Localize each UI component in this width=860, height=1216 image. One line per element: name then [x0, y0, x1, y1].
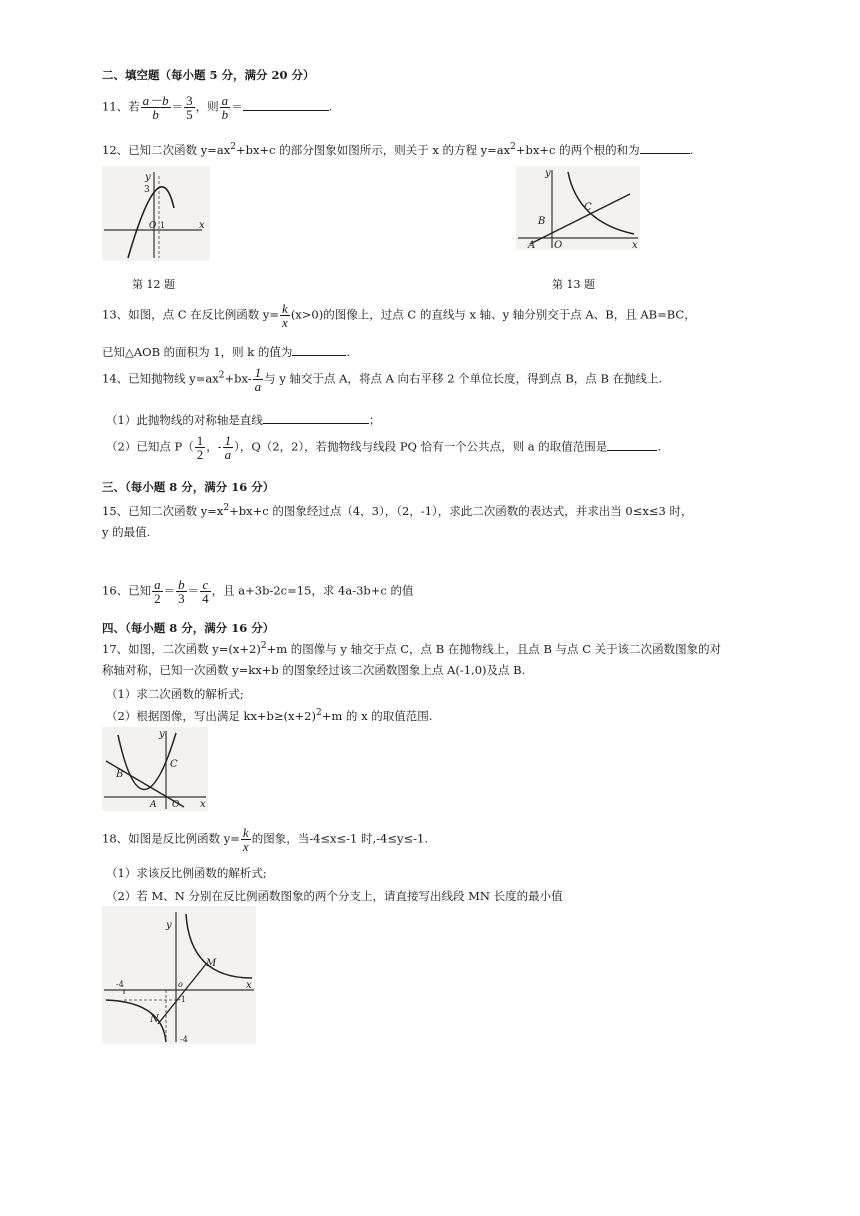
parabola-line-graph [102, 727, 208, 811]
label-3: 3 [144, 185, 150, 195]
fraction: $\frac{k}{x}$ [282, 301, 288, 330]
question-14-part1: （1）此抛物线的对称轴是直线 ； [106, 413, 381, 427]
inverse-function-graph [516, 166, 640, 250]
figure-13 [516, 166, 640, 250]
question-17-part1: （1）求二次函数的解析式; [106, 687, 244, 701]
section-heading-3: 三、（每小题 8 分，满分 16 分） [102, 480, 275, 494]
answer-blank[interactable] [640, 141, 690, 154]
parabola-graph [102, 166, 210, 261]
label-x: x [632, 240, 638, 250]
fraction: $\frac{1}{a}$ [224, 433, 232, 462]
question-11: 11、若 $\frac{a-b}{b}$ ＝ $\frac{3}{5}$ ，则 $\frac{a}{b}$ ＝ . [102, 93, 333, 122]
figure-18 [102, 906, 256, 1044]
answer-blank[interactable] [243, 98, 329, 111]
fraction: $\frac{1}{2}$ [196, 433, 204, 462]
question-18-part2: （2）若 M、N 分别在反比例函数图象的两个分支上，请直接写出线段 MN 长度的最小值 [106, 889, 563, 903]
hyperbola-branch-right [186, 914, 252, 978]
section-heading-2: 二、填空题（每小题 5 分，满分 20 分） [102, 68, 315, 82]
figure-12 [102, 166, 210, 261]
question-13: 13、如图，点 C 在反比例函数 y= $\frac{k}{x}$ (x>0)的图像上，过点 C 的直线与 x 轴、y 轴分别交于点 A、B，且 AB=BC， [102, 301, 696, 330]
label-neg4-y: -4 [180, 1035, 188, 1044]
question-17-line2: 称轴对称，已知一次函数 y=kx+b 的图象经过该二次函数图象上点 A(-1,0)及点 B. [102, 663, 526, 677]
label-c: C [170, 759, 178, 770]
fraction: $\frac{a}{b}$ [221, 93, 229, 122]
question-18-part1: （1）求该反比例函数的解析式; [106, 866, 267, 880]
label-neg4-x: -4 [116, 980, 124, 989]
question-13-line2: 已知△AOB 的面积为 1，则 k 的值为 . [102, 345, 351, 359]
question-17-part2: （2）根据图像，写出满足 $kx+b\ge(x+2)^2+m$ 的 x 的取值范围. [106, 708, 433, 723]
label-x: x [199, 220, 205, 231]
question-15-line2: y 的最值. [102, 525, 151, 539]
label-1: 1 [160, 221, 166, 230]
label-y: y [159, 729, 165, 740]
fraction: $\frac{3}{5}$ [186, 93, 193, 122]
label-c: C [584, 202, 592, 213]
label-n: N [150, 1014, 159, 1025]
label-b: B [538, 216, 546, 227]
label-origin: O [172, 800, 180, 810]
question-14: 14、已知抛物线 $y=ax^2+bx-$ $\frac{1}{a}$ 与 y 轴交于点 A，将点 A 向右平移 2 个单位长度，得到点 B，点 B 在抛线上. [102, 365, 663, 394]
fraction: $\frac{a}{2}$ [154, 577, 161, 606]
answer-blank[interactable] [292, 343, 346, 356]
fraction: $\frac{a-b}{b}$ [142, 93, 169, 122]
answer-blank[interactable] [607, 438, 657, 451]
label-b: B [116, 769, 124, 780]
label-y: y [145, 172, 151, 183]
question-12: 12、已知二次函数 $y=ax^2+bx+c$ 的部分图象如图所示，则关于 x 的方程 $y=ax^2+bx+c$ 的两个根的和为 . [102, 142, 694, 157]
figure-17 [102, 727, 208, 811]
label-x: x [200, 799, 206, 810]
question-14-part2: （2）已知点 P（ $\frac{1}{2}$ ，- $\frac{1}{a}$ ），Q（2，2），若抛物线与线段 PQ 恰有一个公共点，则 a 的取值范围是 . [106, 433, 661, 462]
caption-fig12: 第 12 题 [132, 278, 175, 291]
fraction: $\frac{c}{4}$ [202, 577, 209, 606]
label-origin: o [178, 980, 183, 989]
question-18: 18、如图是反比例函数 y= $\frac{k}{x}$ 的图象，当-4≤x≤-1 时,-4≤y≤-1. [102, 825, 429, 854]
fraction: $\frac{k}{x}$ [242, 825, 249, 854]
question-16: 16、已知 $\frac{a}{2}$ ＝ $\frac{b}{3}$ ＝ $\frac{c}{4}$ ，且 a+3b-2c=15，求 4a-3b+c 的值 [102, 577, 414, 606]
label-y: y [545, 168, 551, 179]
section-heading-4: 四、（每小题 8 分，满分 16 分） [102, 621, 275, 635]
parabola-curve [118, 733, 176, 790]
label-y: y [166, 920, 172, 931]
inverse-function-graph [102, 906, 256, 1044]
caption-fig13: 第 13 题 [552, 278, 595, 291]
segment-mn [158, 964, 206, 1024]
hyperbola-branch [568, 172, 634, 234]
label-a: A [528, 240, 536, 250]
fraction: $\frac{b}{3}$ [178, 577, 185, 606]
label-origin: O [149, 221, 157, 231]
label-x: x [246, 980, 252, 991]
fraction: $\frac{1}{a}$ [254, 365, 262, 394]
question-15: 15、已知二次函数 $y=x^2+bx+c$ 的图象经过点（4，3），（2，-1），求此二次函数的表达式，并求出当 0≤x≤3 时， [102, 503, 693, 518]
label-a: A [150, 800, 157, 810]
label-origin: O [554, 240, 563, 250]
answer-blank[interactable] [263, 411, 369, 424]
question-17: 17、如图，二次函数 $y=(x+2)^2+m$ 的图像与 y 轴交于点 C，点 B 在抛物线上，且点 B 与点 C 关于该二次函数图象的对 [102, 641, 722, 656]
label-neg1: -1 [178, 995, 186, 1004]
label-m: M [206, 958, 217, 969]
